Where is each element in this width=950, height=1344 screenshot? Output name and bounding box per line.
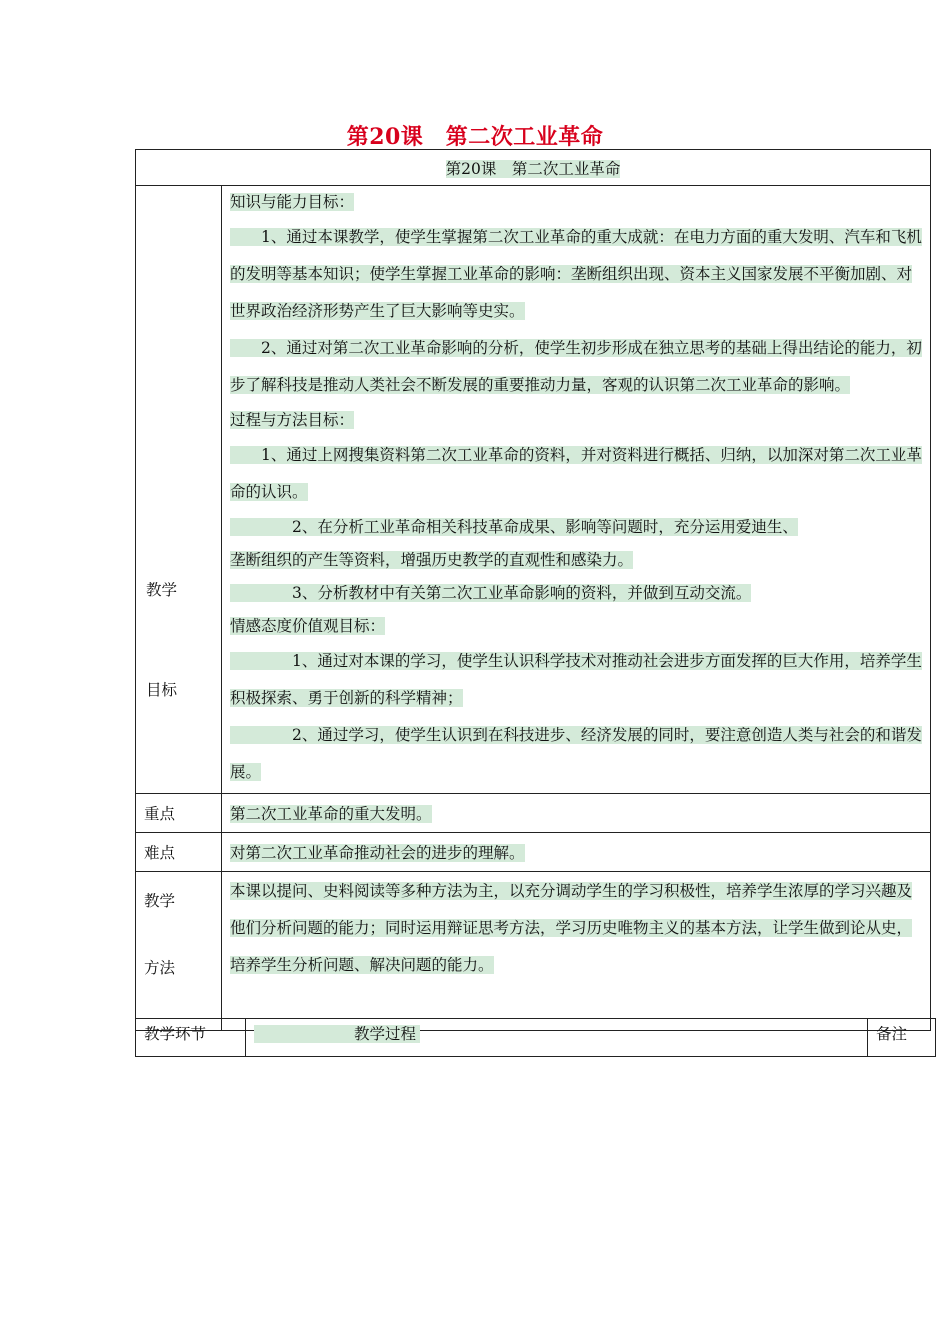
emotion-item-1: 1、通过对本课的学习，使学生认识科学技术对推动社会进步方面发挥的巨大作用，培养学生积极探索、勇于创新的科学精神； xyxy=(230,652,922,707)
table-caption: 第20课 第二次工业革命 xyxy=(445,159,621,178)
key-point-label: 重点 xyxy=(144,805,176,823)
process-item-3: 3、分析教材中有关第二次工业革命影响的资料，并做到互动交流。 xyxy=(230,584,752,602)
footer-row xyxy=(136,1019,936,1057)
process-header-pad xyxy=(254,1025,288,1043)
process-header-cell xyxy=(246,1019,868,1057)
knowledge-item-1: 1、通过本课教学，使学生掌握第二次工业革命的重大成就：在电力方面的重大发明、汽车和飞机的发明等基本知识；使学生掌握工业革命的影响：垄断组织出现、资本主义国家发展不平衡加剧、对世界政治经济形势产生了巨大影响等史实。 xyxy=(230,228,922,320)
method-label-line1: 教学 xyxy=(144,892,176,910)
stage-header: 教学环节 xyxy=(144,1025,207,1043)
note-header: 备注 xyxy=(876,1025,908,1043)
difficulty-label-cell xyxy=(136,833,222,872)
emotion-heading: 情感态度价值观目标： xyxy=(230,617,386,635)
method-label-line2: 方法 xyxy=(144,959,176,977)
process-heading: 过程与方法目标： xyxy=(230,411,355,429)
objectives-label-line2: 目标 xyxy=(146,681,178,699)
page-title: 第20课 第二次工业革命 xyxy=(346,124,604,150)
lesson-plan-table xyxy=(135,149,931,1031)
difficulty-content-cell xyxy=(222,833,931,872)
key-point-text: 第二次工业革命的重大发明。 xyxy=(230,805,432,823)
difficulty-label: 难点 xyxy=(144,844,176,862)
method-row xyxy=(136,872,931,1031)
knowledge-item-2: 2、通过对第二次工业革命影响的分析，使学生初步形成在独立思考的基础上得出结论的能力，初步了解科技是推动人类社会不断发展的重要推动力量，客观的认识第二次工业革命的影响。 xyxy=(230,339,922,394)
method-text: 本课以提问、史料阅读等多种方法为主，以充分调动学生的学习积极性，培养学生浓厚的学习兴趣及他们分析问题的能力；同时运用辩证思考方法，学习历史唯物主义的基本方法，让学生做到论从史，培养学生分析问题、解决问题的能力。 xyxy=(230,882,913,974)
process-item-1: 1、通过上网搜集资料第二次工业革命的资料，并对资料进行概括、归纳，以加深对第二次工业革命的认识。 xyxy=(230,446,922,501)
difficulty-row xyxy=(136,833,931,872)
process-item-2a: 2、在分析工业革命相关科技革命成果、影响等问题时，充分运用爱迪生、 xyxy=(230,518,798,536)
objectives-label-cell xyxy=(136,186,222,794)
stage-header-cell xyxy=(136,1019,246,1057)
knowledge-heading: 知识与能力目标： xyxy=(230,193,355,211)
process-header: 教学过程 xyxy=(288,1025,420,1043)
emotion-item-2: 2、通过学习，使学生认识到在科技进步、经济发展的同时，要注意创造人类与社会的和谐发展。 xyxy=(230,726,922,781)
difficulty-text: 对第二次工业革命推动社会的进步的理解。 xyxy=(230,844,525,862)
key-point-row xyxy=(136,794,931,833)
objectives-row xyxy=(136,186,931,794)
key-point-label-cell xyxy=(136,794,222,833)
process-item-2b: 垄断组织的产生等资料，增强历史教学的直观性和感染力。 xyxy=(230,551,634,569)
table-caption-cell xyxy=(136,150,931,186)
caption-row xyxy=(136,150,931,186)
key-point-content-cell xyxy=(222,794,931,833)
note-header-cell xyxy=(868,1019,936,1057)
objectives-label-line1: 教学 xyxy=(146,581,178,599)
method-content-cell xyxy=(222,872,931,1031)
method-label-cell xyxy=(136,872,222,1031)
teaching-process-header xyxy=(135,1018,936,1057)
objectives-content-cell xyxy=(222,186,931,794)
